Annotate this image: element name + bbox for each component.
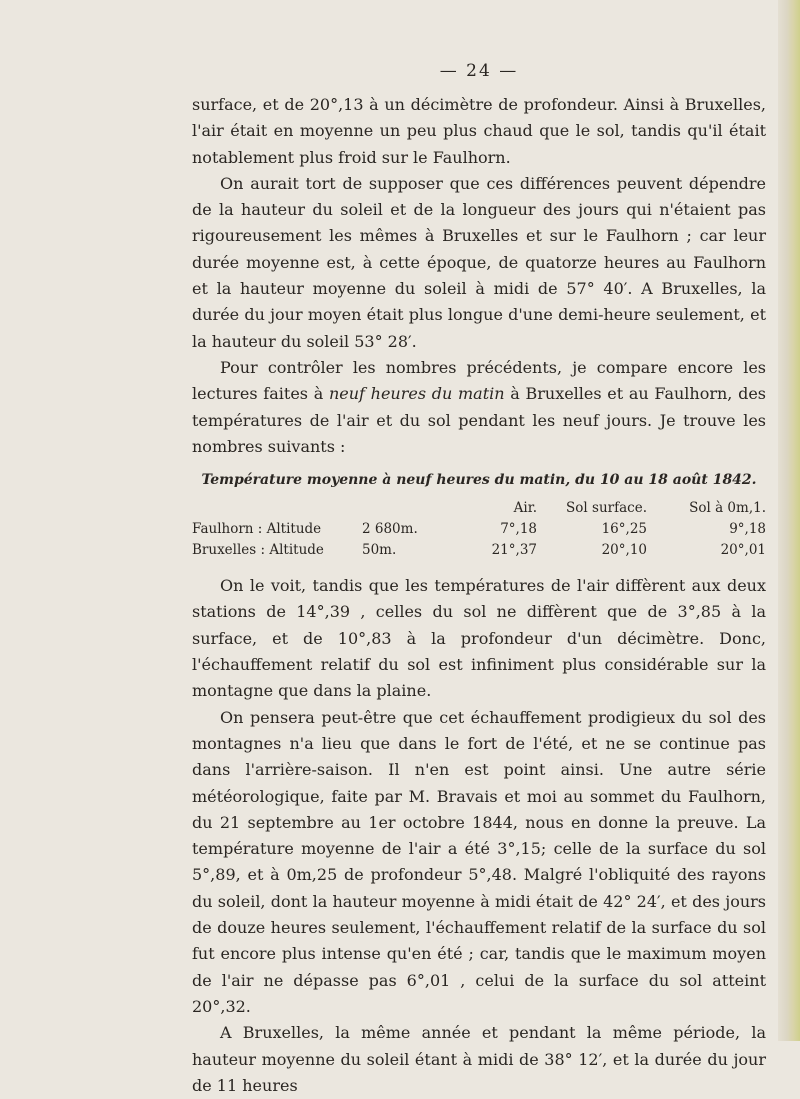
cell-deep: 20°,01 — [720, 542, 766, 559]
header-station — [192, 498, 362, 519]
cell-altitude: 50m. — [362, 542, 397, 559]
cell-station: Bruxelles : Altitude — [192, 542, 324, 559]
paragraph-comparison: On le voit, tandis que les températures de l'air diffèrent aux deux stations de 14°,39 , celles du sol ne diffèrent que de 3°,85 à la surface, et de 10°,83 à la profondeur d'un décimètre. Donc, l'échauffement relatif du sol est infiniment plus considérable sur la montagne que dans la plaine. — [192, 576, 766, 701]
book-page — [192, 60, 766, 1099]
cell-surface: 20°,10 — [601, 542, 647, 559]
paragraph-lectures-emphasis: neuf heures du matin — [328, 384, 505, 404]
table-title: Température moyenne à neuf heures du matin, du 10 au 18 août 1842. — [201, 472, 757, 489]
table-row-bruxelles — [192, 540, 766, 561]
cell-deep: 9°,18 — [729, 521, 766, 538]
page-number: — 24 — — [439, 61, 519, 81]
paragraph-bruxelles: A Bruxelles, la même année et pendant la même période, la hauteur moyenne du soleil étant à midi de 38° 12′, et la durée du jour de 11 heures — [192, 1023, 766, 1095]
paragraph-autumn-series: On pensera peut-être que cet échauffement prodigieux du sol des montagnes n'a lieu que dans le fort de l'été, et ne se continue pas dans l'arrière-saison. Il n'en est point ainsi. Une autre série météorologique, faite par M. Bravais et moi au sommet du Faulhorn, du 21 septembre au 1er octobre 1844, nous en donne la preuve. La température moyenne de l'air a été 3°,15; celle de la surface du sol 5°,89, et à 0m,25 de profondeur 5°,48. Malgré l'obliquité des rayons du soleil, dont la hauteur moyenne à midi était de 42° 24′, et des jours de douze heures seulement, l'échauffement relatif de la surface du sol fut encore plus intense qu'en été ; car, tandis que le maximum moyen de l'air ne dépasse pas 6°,01 , celui de la surface du sol atteint 20°,32. — [192, 707, 766, 1016]
header-surface: Sol surface. — [566, 500, 647, 517]
header-deep: Sol à 0m,1. — [689, 500, 766, 517]
page-edge — [778, 0, 800, 1041]
paragraph-lectures-end: à Bruxelles et au Faulhorn, des températures de l'air et du sol pendant les neuf jours. Je trouve les nombres suivants : — [192, 384, 767, 456]
cell-altitude: 2 680m. — [362, 521, 418, 538]
cell-station: Faulhorn : Altitude — [192, 521, 322, 538]
header-altitude — [362, 498, 457, 519]
cell-surface: 16°,25 — [601, 521, 647, 538]
paragraph-lectures — [192, 355, 766, 460]
table-row-faulhorn — [192, 519, 766, 540]
cell-air: 7°,18 — [500, 521, 537, 538]
table-header-row — [192, 498, 766, 519]
paragraph-hypothesis: On aurait tort de supposer que ces différences peuvent dépendre de la hauteur du soleil et de la longueur des jours qui n'étaient pas rigoureusement les mêmes à Bruxelles et sur le Faulhorn ; car leur durée moyenne est, à cette époque, de quatorze heures au Faulhorn et la hauteur moyenne du soleil à midi de 57° 40′. A Bruxelles, la durée du jour moyen était plus longue d'une demi-heure seulement, et la hauteur du soleil 53° 28′. — [192, 173, 766, 351]
paragraph-continuation: surface, et de 20°,13 à un décimètre de profondeur. Ainsi à Bruxelles, l'air était en moyenne un peu plus chaud que le sol, tandis qu'il était notablement plus froid sur le Faulhorn. — [192, 95, 766, 167]
temperature-table — [192, 498, 766, 561]
header-air: Air. — [513, 500, 537, 517]
cell-air: 21°,37 — [491, 542, 537, 559]
paragraph-lectures-start: Pour contrôler les nombres précédents, je compare encore les lectures faites à — [192, 357, 766, 404]
